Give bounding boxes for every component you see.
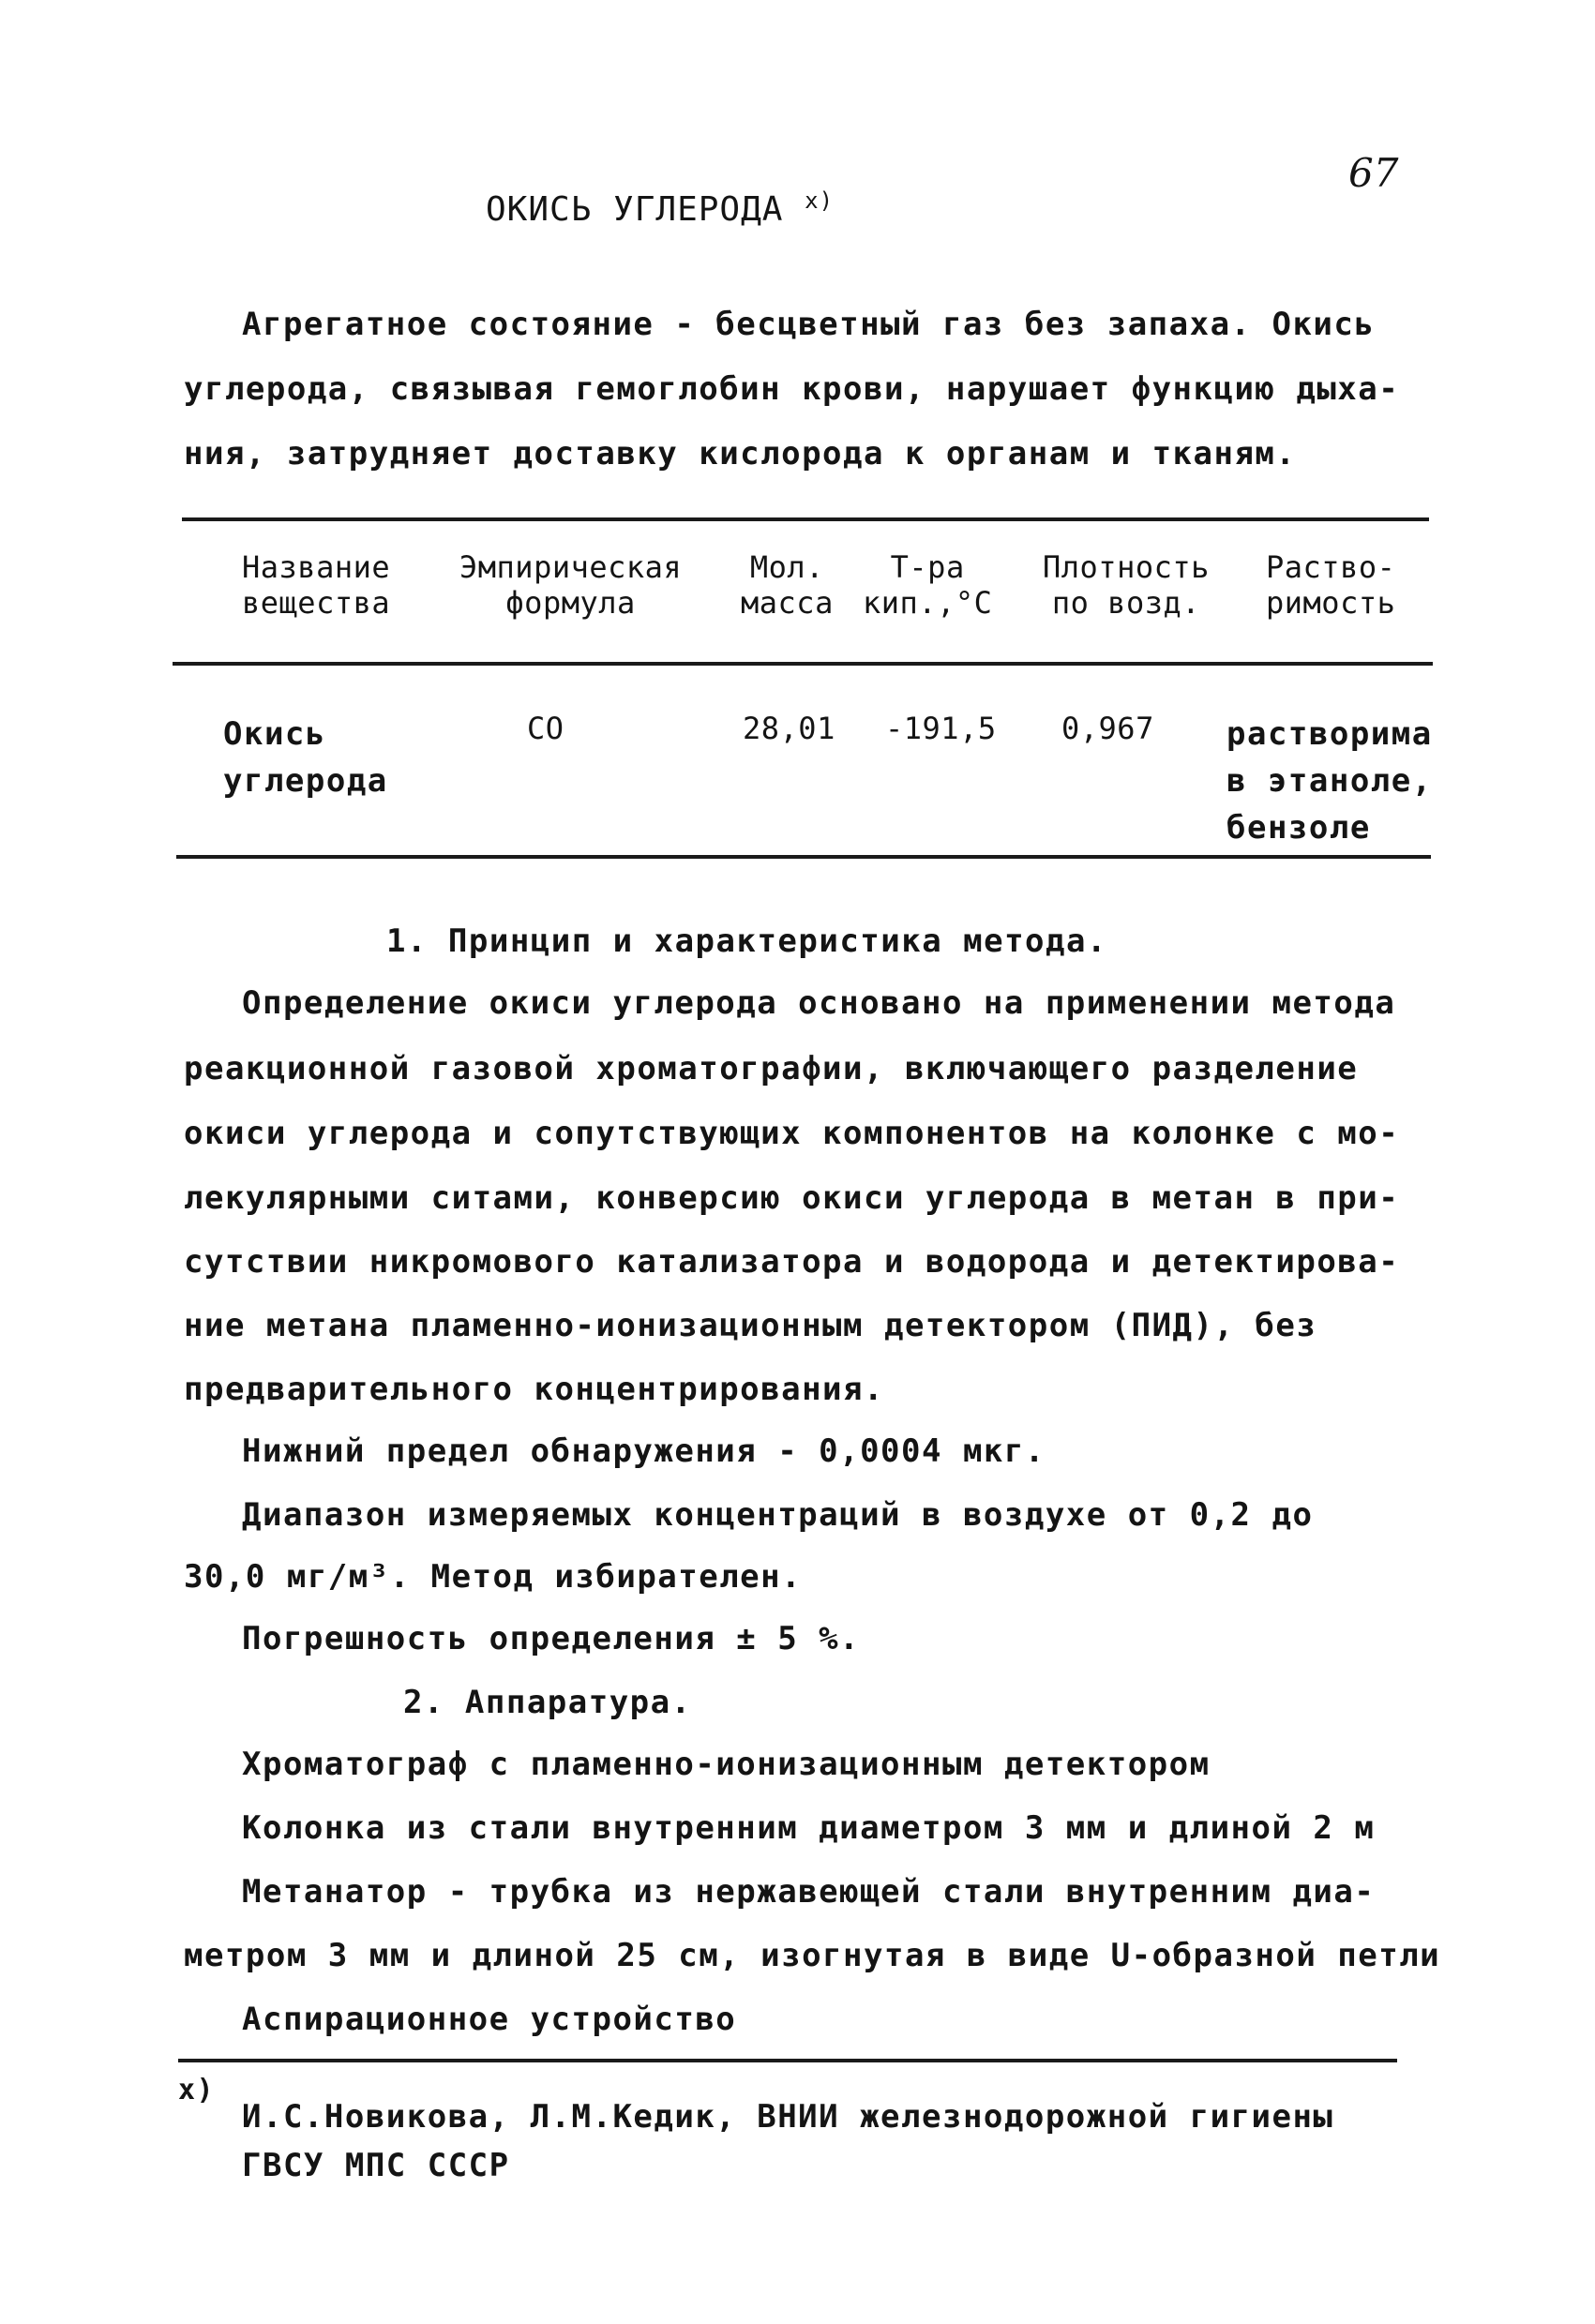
table-cell-mass: 28,01	[743, 711, 835, 746]
intro-line: ния, затрудняет доставку кислорода к органам и тканям.	[184, 435, 1297, 472]
table-cell-solubility: растворима в этаноле, бензоле	[1226, 715, 1433, 847]
title-text: ОКИСЬ УГЛЕРОДА	[486, 190, 784, 229]
section-1-line: Погрешность определения ± 5 %.	[242, 1620, 861, 1657]
section-1-line: лекулярными ситами, конверсию окиси углерода в метан в при-	[184, 1179, 1400, 1217]
section-1-line: Нижний предел обнаружения - 0,0004 мкг.	[242, 1432, 1046, 1470]
intro-line: углерода, связывая гемоглобин крови, нарушает функцию дыха-	[184, 370, 1400, 408]
table-cell-density: 0,967	[1061, 711, 1154, 746]
page-number: 67	[1348, 150, 1399, 196]
table-top-rule	[182, 517, 1429, 521]
footnote-marker: х)	[178, 2074, 216, 2107]
table-header-density: Плотность по возд.	[1043, 549, 1210, 621]
section-1-line: Диапазон измеряемых концентраций в воздухе от 0,2 до	[242, 1496, 1314, 1534]
section-1-line: ние метана пламенно-ионизационным детектором (ПИД), без	[184, 1307, 1317, 1344]
section-1-line: 30,0 мг/м³. Метод избирателен.	[184, 1558, 803, 1596]
table-header-mass: Мол. масса	[741, 549, 834, 621]
section-1-line: Определение окиси углерода основано на применении метода	[242, 984, 1396, 1022]
footnote-rule	[178, 2059, 1397, 2062]
table-header-solubility: Раство- римость	[1266, 549, 1396, 621]
page-title	[486, 187, 834, 229]
footnote-line: ГВСУ МПС СССР	[242, 2147, 510, 2184]
table-header-rule	[173, 662, 1433, 666]
title-footnote-marker: х)	[805, 187, 835, 214]
section-2-line: Метанатор - трубка из нержавеющей стали внутренним диа-	[242, 1873, 1376, 1911]
section-1-line: окиси углерода и сопутствующих компонентов на колонке с мо-	[184, 1115, 1400, 1152]
section-2-line: Хроматограф с пламенно-ионизационным детектором	[242, 1746, 1211, 1783]
table-header-boiling: Т-ра кип.,°С	[863, 549, 993, 621]
section-2-heading: 2. Аппаратура.	[403, 1684, 692, 1721]
table-header-name: Название вещества	[242, 549, 391, 621]
footnote-line: И.С.Новикова, Л.М.Кедик, ВНИИ железнодорожной гигиены	[242, 2098, 1334, 2136]
table-header-formula: Эмпирическая формула	[459, 549, 683, 621]
section-1-heading: 1. Принцип и характеристика метода.	[386, 922, 1107, 960]
table-cell-formula: СО	[527, 711, 564, 746]
table-cell-boiling: -191,5	[885, 711, 997, 746]
table-bottom-rule	[176, 855, 1431, 859]
section-1-line: предварительного концентрирования.	[184, 1371, 884, 1408]
table-cell-name: Окись углерода	[223, 715, 388, 800]
section-1-line: сутствии никромового катализатора и водорода и детектирова-	[184, 1243, 1400, 1281]
section-2-line: метром 3 мм и длиной 25 см, изогнутая в виде U-образной петли	[184, 1937, 1441, 1974]
section-2-line: Колонка из стали внутренним диаметром 3 мм и длиной 2 м	[242, 1809, 1376, 1847]
section-1-line: реакционной газовой хроматографии, включающего разделение	[184, 1050, 1359, 1087]
section-2-line: Аспирационное устройство	[242, 2001, 737, 2038]
intro-line: Агрегатное состояние - бесцветный газ без запаха. Окись	[242, 306, 1376, 343]
